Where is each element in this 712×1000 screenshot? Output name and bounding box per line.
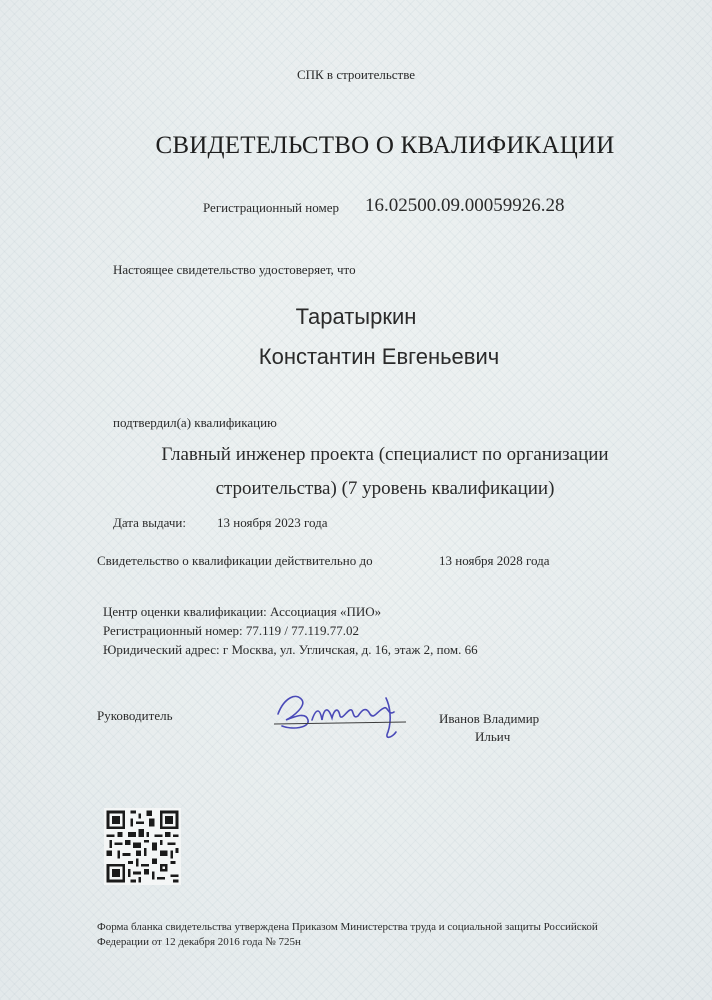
qr-code-image — [104, 808, 181, 885]
issue-date: 13 ноября 2023 года — [217, 515, 328, 530]
confirmed-text: подтвердил(а) квалификацию — [113, 415, 277, 430]
registration-number: 16.02500.09.00059926.28 — [365, 195, 565, 216]
head-name-line-2: Ильич — [475, 729, 511, 744]
assessment-center-name: Центр оценки квалификации: Ассоциация «ПИО» — [103, 604, 382, 619]
assessment-center-reg: Регистрационный номер: 77.119 / 77.119.77.02 — [103, 623, 359, 638]
footer-line-2: Федерации от 12 декабря 2016 года № 725н — [97, 936, 301, 948]
document-title: СВИДЕТЕЛЬСТВО О КВАЛИФИКАЦИИ — [155, 132, 615, 159]
valid-until-label: Свидетельство о квалификации действительно до — [97, 553, 373, 568]
certifies-text: Настоящее свидетельство удостоверяет, что — [113, 262, 356, 277]
issue-date-label: Дата выдачи: — [113, 515, 187, 530]
registration-label: Регистрационный номер — [203, 200, 339, 215]
qualification-line-2: строительства) (7 уровень квалификации) — [215, 478, 555, 499]
head-name-line-1: Иванов Владимир — [439, 711, 540, 726]
head-role-label: Руководитель — [97, 708, 173, 723]
holder-surname: Таратыркин — [295, 304, 417, 329]
organization-label: СПК в строительстве — [296, 67, 416, 82]
assessment-center-address: Юридический адрес: г Москва, ул. Угличская, д. 16, этаж 2, пом. 66 — [103, 642, 478, 657]
footer-line-1: Форма бланка свидетельства утверждена Приказом Министерства труда и социальной защиты Российской — [97, 921, 598, 933]
qualification-line-1: Главный инженер проекта (специалист по организации — [161, 444, 609, 465]
signature-image — [266, 676, 416, 756]
holder-given-names: Константин Евгеньевич — [258, 344, 500, 369]
valid-until-date: 13 ноября 2028 года — [439, 553, 550, 568]
